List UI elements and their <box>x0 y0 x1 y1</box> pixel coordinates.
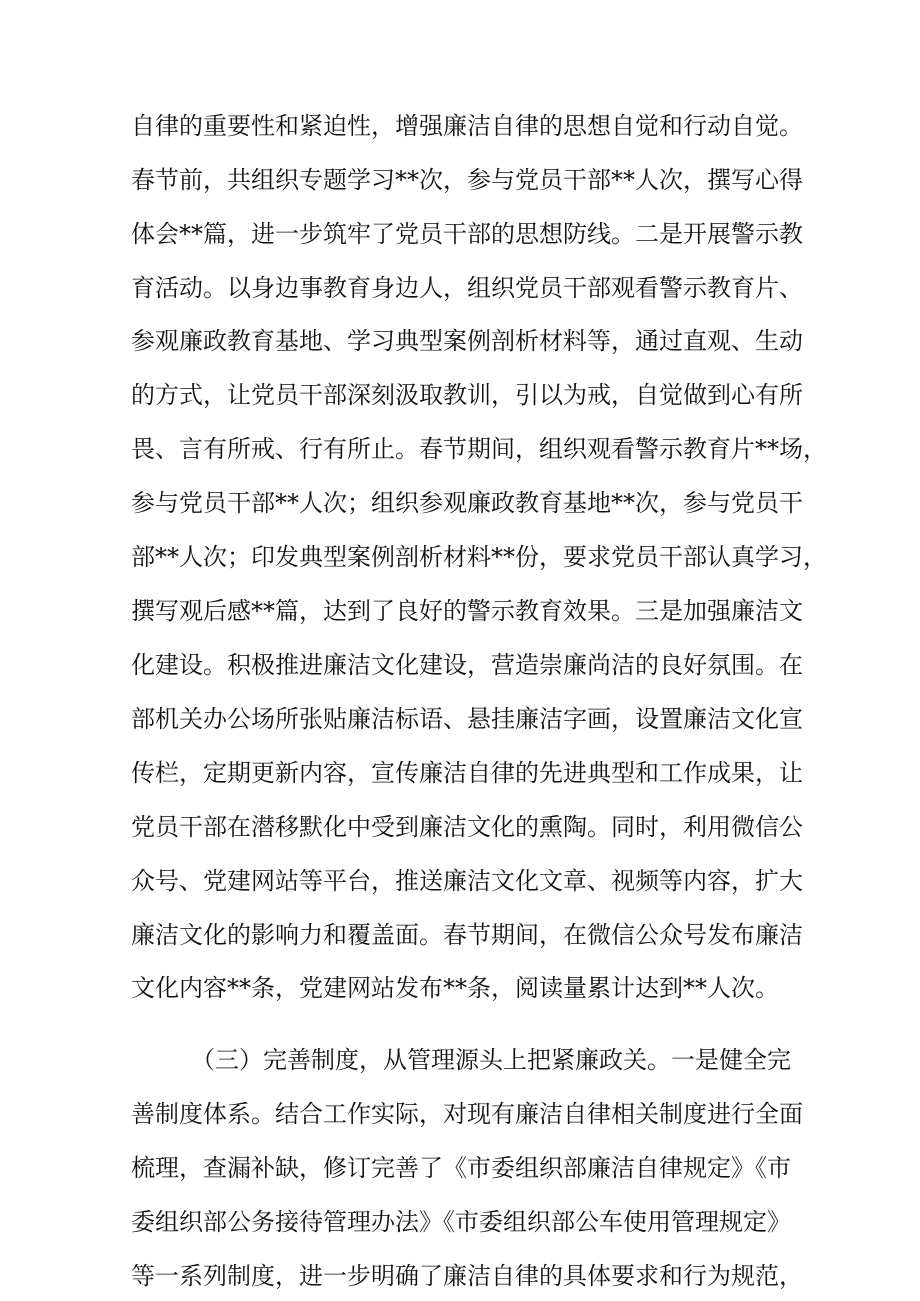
text-line: 众号、党建网站等平台，推送廉洁文化文章、视频等内容，扩大 <box>131 867 803 895</box>
text-line: 梳理，查漏补缺，修订完善了《市委组织部廉洁自律规定》《市 <box>131 1154 791 1182</box>
text-line: 部机关办公场所张贴廉洁标语、悬挂廉洁字画，设置廉洁文化宣 <box>131 705 803 733</box>
text-line: 等一系列制度，进一步明确了廉洁自律的具体要求和行为规范， <box>131 1262 803 1290</box>
text-line: 委组织部公务接待管理办法》《市委组织部公车使用管理规定》 <box>131 1208 791 1236</box>
text-line: 春节前，共组织专题学习**次，参与党员干部**人次，撰写心得 <box>131 166 803 194</box>
text-line: 传栏，定期更新内容，宣传廉洁自律的先进典型和工作成果，让 <box>131 759 803 787</box>
text-line: 部**人次；印发典型案例剖析材料**份，要求党员干部认真学习， <box>131 543 827 571</box>
text-line: 畏、言有所戒、行有所止。春节期间，组织观看警示教育片**场， <box>131 435 827 463</box>
text-line: 的方式，让党员干部深刻汲取教训，引以为戒，自觉做到心有所 <box>131 381 803 409</box>
text-line: 化建设。积极推进廉洁文化建设，营造崇廉尚洁的良好氛围。在 <box>131 651 803 679</box>
text-line: 自律的重要性和紧迫性，增强廉洁自律的思想自觉和行动自觉。 <box>131 112 803 140</box>
text-line: 党员干部在潜移默化中受到廉洁文化的熏陶。同时，利用微信公 <box>131 813 803 841</box>
text-line: 文化内容**条，党建网站发布**条，阅读量累计达到**人次。 <box>131 974 779 1002</box>
text-line: 参观廉政教育基地、学习典型案例剖析材料等，通过直观、生动 <box>131 327 803 355</box>
text-line: 撰写观后感**篇，达到了良好的警示教育效果。三是加强廉洁文 <box>131 597 803 625</box>
text-line: （三）完善制度，从管理源头上把紧廉政关。一是健全完 <box>191 1046 791 1074</box>
text-line: 廉洁文化的影响力和覆盖面。春节期间，在微信公众号发布廉洁 <box>131 921 803 949</box>
text-line: 善制度体系。结合工作实际，对现有廉洁自律相关制度进行全面 <box>131 1100 803 1128</box>
text-line: 参与党员干部**人次；组织参观廉政教育基地**次，参与党员干 <box>131 489 803 517</box>
text-line: 体会**篇，进一步筑牢了党员干部的思想防线。二是开展警示教 <box>131 220 803 248</box>
text-line: 育活动。以身边事教育身边人，组织党员干部观看警示教育片、 <box>131 274 803 302</box>
